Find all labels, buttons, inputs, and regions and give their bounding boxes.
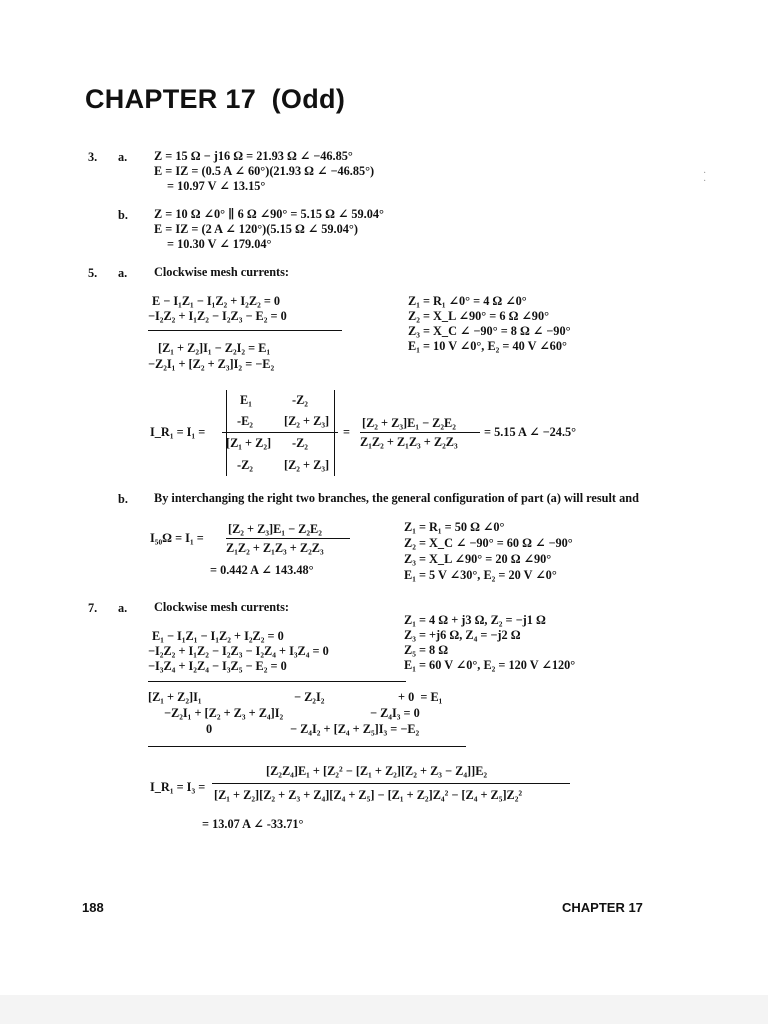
equation-line: −I₂Z₂ + I₁Z₂ − I₂Z₃ − I₂Z₄ + I₃Z₄ = 0 <box>148 644 329 658</box>
equation-line: [Z₁ + Z₂]I₁ − Z₂I₂ = E₁ <box>158 341 271 355</box>
fraction-line <box>360 432 480 433</box>
fraction-numerator: [Z₂ + Z₃]E₁ − Z₂E₂ <box>228 522 322 536</box>
determinant-bar <box>226 390 227 434</box>
system-term: 0 <box>206 722 213 736</box>
divider-rule <box>148 681 406 682</box>
equals-sign: = <box>343 425 351 439</box>
result-value: = 13.07 A ∠ -33.71° <box>202 817 304 831</box>
definition-line: E₁ = 60 V ∠0°, E₂ = 120 V ∠120° <box>404 658 576 672</box>
determinant-entry: [Z₂ + Z₃] <box>284 458 330 472</box>
equation-line: E − I₁Z₁ − I₁Z₂ + I₂Z₂ = 0 <box>152 294 281 308</box>
fraction-line <box>222 432 338 433</box>
fraction-lhs: I_R₁ = I₃ = <box>150 780 206 794</box>
fraction-line <box>212 783 570 784</box>
equation-line: E₁ − I₁Z₁ − I₁Z₂ + I₂Z₂ = 0 <box>152 629 284 643</box>
determinant-entry: -E₂ <box>237 414 253 428</box>
fraction-denominator: Z₁Z₂ + Z₁Z₃ + Z₂Z₃ <box>226 541 324 555</box>
determinant-entry: -Z₂ <box>292 436 308 450</box>
system-term: −Z₂I₁ + [Z₂ + Z₃ + Z₄]I₂ <box>164 706 284 720</box>
determinant-entry: -Z₂ <box>237 458 253 472</box>
definition-line: Z₃ = X_L ∠90° = 20 Ω ∠90° <box>404 552 552 566</box>
determinant-entry: [Z₁ + Z₂] <box>226 436 272 450</box>
equation-line: Z = 10 Ω ∠0° ∥ 6 Ω ∠90° = 5.15 Ω ∠ 59.04° <box>154 207 384 221</box>
paragraph-text: By interchanging the right two branches, the general configuration of part (a) will result and <box>154 491 639 505</box>
definition-line: Z₅ = 8 Ω <box>404 643 449 657</box>
scan-mark: · <box>703 168 707 179</box>
determinant-bar <box>334 390 335 434</box>
fraction-denominator: [Z₁ + Z₂][Z₂ + Z₃ + Z₄][Z₄ + Z₅] − [Z₁ + Z₂]Z₄² − [Z₄ + Z₅]Z₂² <box>214 788 523 802</box>
definition-line: Z₂ = X_L ∠90° = 6 Ω ∠90° <box>408 309 550 323</box>
equation-line: −Z₂I₁ + [Z₂ + Z₃]I₂ = −E₂ <box>148 357 275 371</box>
equation-line: −I₂Z₂ + I₁Z₂ − I₂Z₃ − E₂ = 0 <box>148 309 287 323</box>
system-term: − Z₄I₂ + [Z₄ + Z₅]I₃ = −E₂ <box>290 722 420 736</box>
fraction-lhs: I₅₀Ω = I₁ = <box>150 531 204 545</box>
equation-line: Z = 15 Ω − j16 Ω = 21.93 Ω ∠ −46.85° <box>154 149 353 163</box>
part-label: a. <box>118 266 128 280</box>
definition-line: Z₂ = X_C ∠ −90° = 60 Ω ∠ −90° <box>404 536 573 550</box>
problem-number: 5. <box>88 266 98 280</box>
determinant-entry: E₁ <box>240 393 252 407</box>
fraction-denominator: Z₁Z₂ + Z₁Z₃ + Z₂Z₃ <box>360 435 458 449</box>
page-number: 188 <box>82 900 104 915</box>
result-value: = 5.15 A ∠ −24.5° <box>484 425 577 439</box>
determinant-bar <box>334 434 335 476</box>
definition-line: Z₁ = R₁ = 50 Ω ∠0° <box>404 520 505 534</box>
problem-number: 7. <box>88 601 98 615</box>
definition-line: E₁ = 10 V ∠0°, E₂ = 40 V ∠60° <box>408 339 567 353</box>
fraction-numerator: [Z₂Z₄]E₁ + [Z₂² − [Z₁ + Z₂][Z₂ + Z₃ − Z₄]]E₂ <box>266 764 488 778</box>
determinant-entry: -Z₂ <box>292 393 308 407</box>
part-label: a. <box>118 601 128 615</box>
running-footer: CHAPTER 17 <box>562 900 643 915</box>
part-label: a. <box>118 150 128 164</box>
problem-number: 3. <box>88 150 98 164</box>
determinant-lhs: I_R₁ = I₁ = <box>150 425 206 439</box>
equation-line: E = IZ = (0.5 A ∠ 60°)(21.93 Ω ∠ −46.85°) <box>154 164 375 178</box>
equation-line: −I₃Z₄ + I₂Z₄ − I₃Z₅ − E₂ = 0 <box>148 659 287 673</box>
equation-line: E = IZ = (2 A ∠ 120°)(5.15 Ω ∠ 59.04°) <box>154 222 358 236</box>
equation-line: = 10.30 V ∠ 179.04° <box>167 237 272 251</box>
part-label: b. <box>118 208 128 222</box>
result-value: = 0.442 A ∠ 143.48° <box>210 563 314 577</box>
chapter-title: CHAPTER 17 (Odd) <box>85 84 346 114</box>
definition-line: Z₃ = +j6 Ω, Z₄ = −j2 Ω <box>404 628 521 642</box>
fraction-numerator: [Z₂ + Z₃]E₁ − Z₂E₂ <box>362 416 456 430</box>
divider-rule <box>148 330 342 331</box>
section-heading: Clockwise mesh currents: <box>154 600 290 614</box>
definition-line: Z₁ = R₁ ∠0° = 4 Ω ∠0° <box>408 294 527 308</box>
equation-line: = 10.97 V ∠ 13.15° <box>167 179 266 193</box>
definition-line: Z₃ = X_C ∠ −90° = 8 Ω ∠ −90° <box>408 324 571 338</box>
system-term: [Z₁ + Z₂]I₁ <box>148 690 202 704</box>
determinant-entry: [Z₂ + Z₃] <box>284 414 330 428</box>
fraction-line <box>226 538 350 539</box>
scan-mark: · <box>703 176 707 187</box>
part-label: b. <box>118 492 128 506</box>
definition-line: Z₁ = 4 Ω + j3 Ω, Z₂ = −j1 Ω <box>404 613 546 627</box>
system-term: − Z₂I₂ <box>294 690 325 704</box>
definition-line: E₁ = 5 V ∠30°, E₂ = 20 V ∠0° <box>404 568 557 582</box>
section-heading: Clockwise mesh currents: <box>154 265 290 279</box>
system-term: + 0 = E₁ <box>398 690 443 704</box>
system-term: − Z₄I₃ = 0 <box>370 706 420 720</box>
divider-rule <box>148 746 466 747</box>
